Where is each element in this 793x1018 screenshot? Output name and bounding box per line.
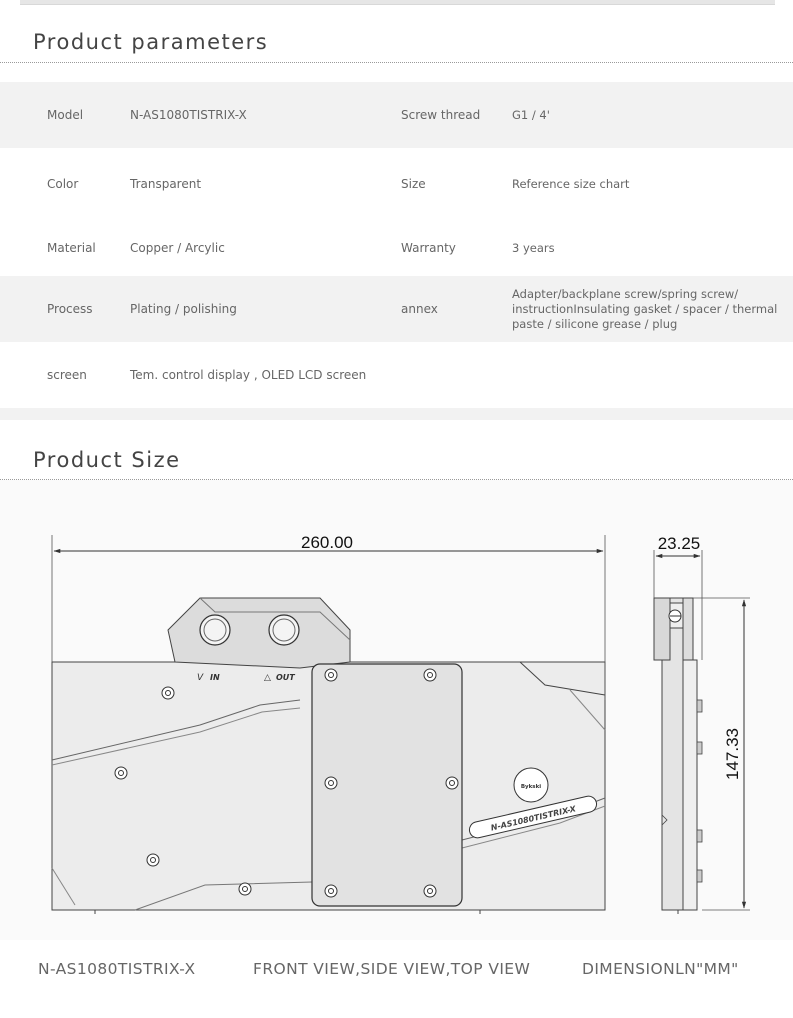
length-dimension-value: 260.00 — [301, 533, 353, 552]
label-material: Material — [47, 240, 96, 255]
parameters-title: Product parameters — [33, 30, 269, 54]
table-bottom-band — [0, 408, 793, 420]
logo-text: Bykski — [520, 784, 542, 790]
parameters-divider — [0, 62, 793, 63]
caption-model: N-AS1080TISTRIX-X — [38, 960, 196, 978]
thickness-dimension-value: 23.25 — [657, 534, 701, 553]
table-row — [0, 82, 793, 148]
caption-unit: DIMENSIONLN"MM" — [582, 960, 739, 978]
svg-text:V: V — [197, 673, 204, 683]
caption-views: FRONT VIEW,SIDE VIEW,TOP VIEW — [253, 960, 531, 978]
model-plate-text: N-AS1080TISTRIX-X — [489, 804, 577, 833]
label-warranty: Warranty — [401, 240, 456, 255]
value-model: N-AS1080TISTRIX-X — [130, 107, 247, 122]
terminal-block — [168, 598, 350, 668]
value-process: Plating / polishing — [130, 301, 237, 316]
svg-text:△: △ — [264, 673, 271, 683]
port-out-label: OUT — [276, 673, 295, 682]
value-size: Reference size chart — [512, 176, 630, 191]
size-title: Product Size — [33, 448, 181, 472]
value-warranty: 3 years — [512, 240, 555, 255]
table-row — [0, 342, 793, 408]
table-row — [0, 276, 793, 342]
value-screw-thread: G1 / 4' — [512, 107, 550, 122]
label-process: Process — [47, 301, 93, 316]
height-dimension-value: 147.33 — [723, 728, 742, 780]
table-row — [0, 220, 793, 276]
parameters-table — [0, 82, 793, 420]
label-screen: screen — [47, 367, 87, 382]
value-color: Transparent — [130, 176, 202, 191]
label-annex: annex — [401, 301, 438, 316]
label-size: Size — [401, 176, 426, 191]
dimension-drawing-svg — [0, 480, 793, 940]
label-screw-thread: Screw thread — [401, 107, 481, 122]
dimension-drawing — [0, 480, 793, 940]
table-row — [0, 148, 793, 220]
label-color: Color — [47, 176, 79, 191]
value-screen: Tem. control display , OLED LCD screen — [130, 367, 367, 382]
label-model: Model — [47, 107, 84, 122]
value-material: Copper / Arcylic — [130, 240, 225, 255]
value-annex: Adapter/backplane screw/spring screw/ instructionInsulating gasket / spacer / thermal paste / silicone grease / plug — [512, 286, 778, 331]
port-in-label: IN — [210, 673, 220, 682]
top-divider — [20, 0, 775, 5]
